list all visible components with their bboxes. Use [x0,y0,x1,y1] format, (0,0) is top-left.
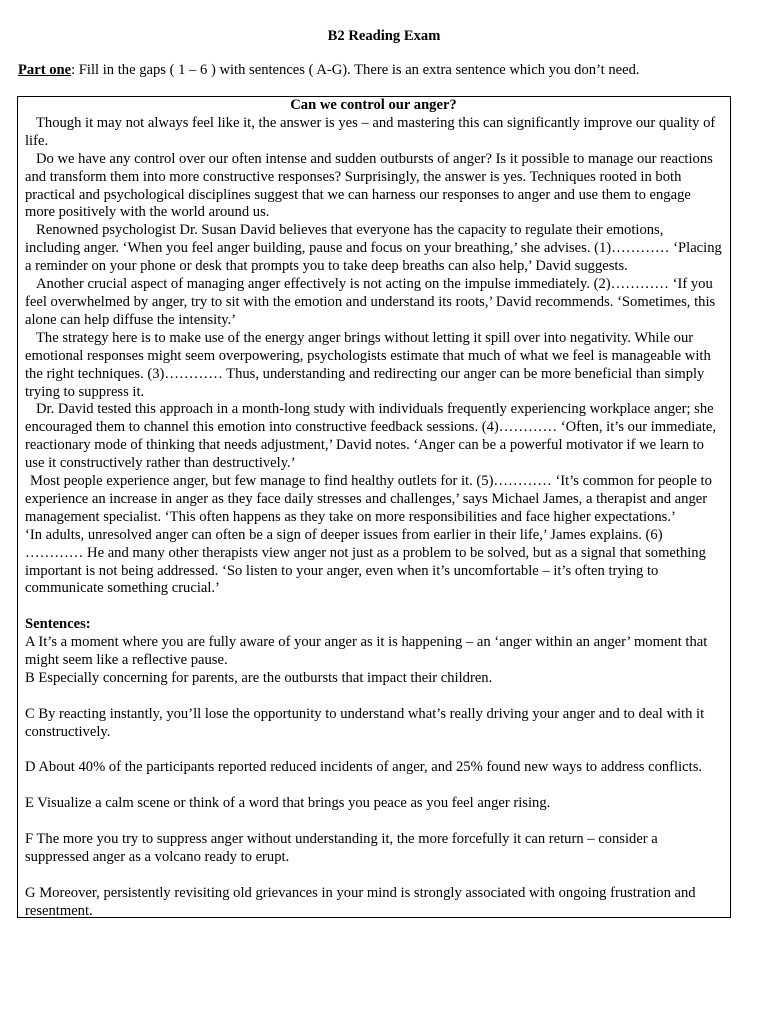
sentence-option-a: A It’s a moment where you are fully aware of your anger as it is happening – an ‘anger within an anger’ moment that might seem like a reflective pause. [25,634,708,669]
article-paragraph: Though it may not always feel like it, the answer is yes – and mastering this can significantly improve our quality of life. [25,114,716,149]
spacer [25,813,722,831]
sentence-option-f: F The more you try to suppress anger without understanding it, the more forcefully it can return – consider a suppressed anger as a volcano ready to erupt. [25,831,658,865]
reading-text-box [17,96,731,918]
article-paragraph: The strategy here is to make use of the energy anger brings without letting it spill over into negativity. While our emotional responses might seem overpowering, psychologists estimate that much of what we feel is manageable with the right techniques. (3)………… Thus, understanding and redirecting our anger can be more beneficial than simply trying to suppress it. [25,329,711,400]
part-label: Part one [18,62,72,78]
spacer [25,598,722,616]
article-paragraph: Another crucial aspect of managing anger effectively is not acting on the impulse immediately. (2)………… ‘If you feel overwhelmed by anger, try to sit with the emotion and understand its roots,’ David recommends. ‘Sometimes, this alone can help diffuse the intensity.’ [25,276,716,328]
spacer [25,867,722,885]
spacer [25,742,722,760]
sentence-option-e: E Visualize a calm scene or think of a word that brings you peace as you feel anger rising. [25,795,551,812]
part-instruction [18,62,748,80]
sentence-option-g: G Moreover, persistently revisiting old grievances in your mind is strongly associated with ongoing frustration and resentment. [25,884,696,918]
article-paragraph: Renowned psychologist Dr. Susan David believes that everyone has the capacity to regulate their emotions, including anger. ‘When you feel anger building, pause and focus on your breathing,’ she advises. (1)………… ‘Placing a reminder on your phone or desk that prompts you to take deep breaths can also help,’ David suggests. [25,222,722,275]
sentence-option-c: C By reacting instantly, you’ll lose the opportunity to understand what’s really driving your anger and to deal with it constructively. [25,705,705,740]
part-instruction-text: : Fill in the gaps ( 1 – 6 ) with sentences ( A-G). There is an extra sentence which you don’t need. [71,62,640,78]
spacer [25,688,722,706]
article-paragraph: Dr. David tested this approach in a month-long study with individuals frequently experiencing workplace anger; she encouraged them to channel this emotion into constructive feedback sessions. (4)………… ‘Often, it’s our immediate, reactionary mode of thinking that needs adjustment,’ David notes. ‘Anger can be a powerful motivator if we learn to use it constructively rather than destructively.’ [25,401,717,472]
spacer [25,777,722,795]
article-paragraph: ‘In adults, unresolved anger can often be a sign of deeper issues from earlier in their life,’ James explains. (6) ………… He and many other therapists view anger not just as a problem to be solved, but as a signal that something important is not being addressed. ‘So listen to your anger, even when it’s uncomfortable – it’s often trying to communicate something crucial.’ [25,526,706,597]
article-title: Can we control our anger? [290,97,457,113]
sentence-option-d: D About 40% of the participants reported reduced incidents of anger, and 25% found new ways to address conflicts. [25,759,703,776]
sentence-option-b: B Especially concerning for parents, are the outbursts that impact their children. [25,669,493,686]
article-paragraph: Do we have any control over our often intense and sudden outbursts of anger? Is it possible to manage our reactions and transform them into more constructive responses? Surprisingly, the answer is yes. Techniques rooted in both practical and psychological disciplines suggest that we can harness our responses to anger and use them to engage more positively with the world around us. [25,150,713,221]
exam-title: B2 Reading Exam [327,28,441,44]
sentences-heading: Sentences: [25,616,91,633]
article-paragraph: Most people experience anger, but few manage to find healthy outlets for it. (5)………… ‘It’s common for people to experience an increase in anger as they face daily stresses and challenges,’ says Michael James, a therapist and anger management specialist. ‘This often happens as they take on more responsibilities and face higher expectations.’ [25,473,712,525]
